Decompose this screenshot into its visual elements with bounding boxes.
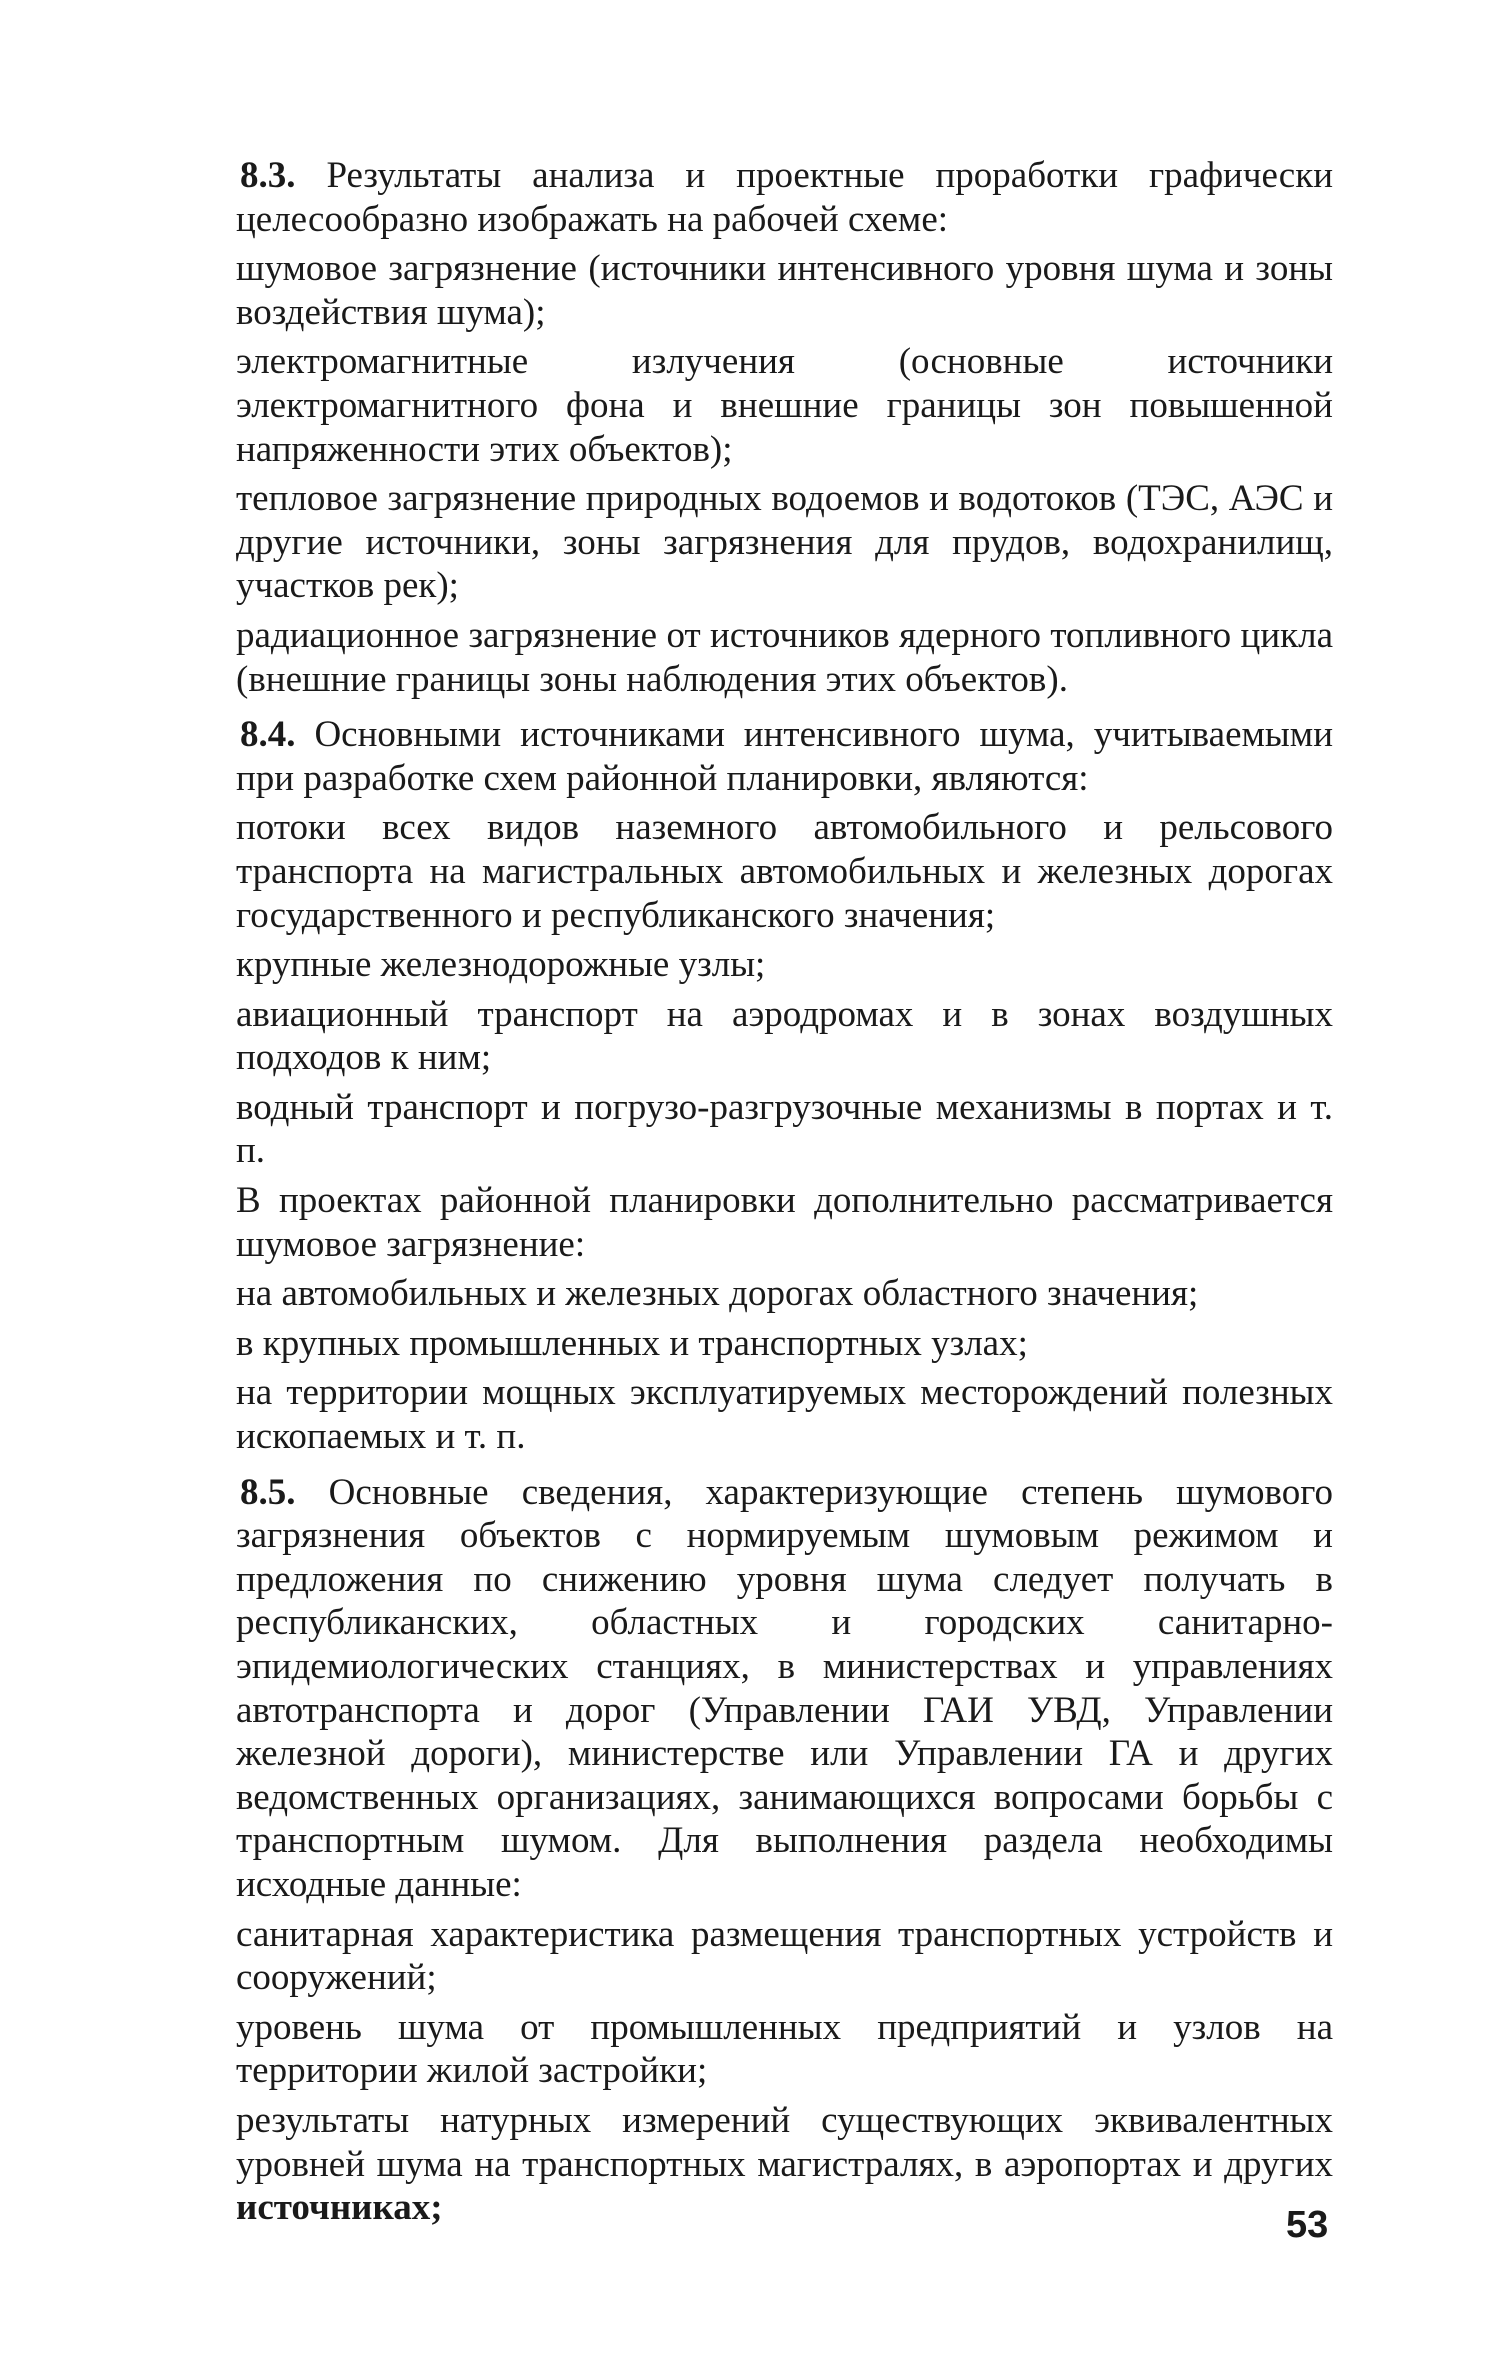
section-number: 8.5. [240, 1471, 296, 1513]
section-number: 8.4. [240, 714, 296, 756]
section-8-4-intro [236, 713, 1333, 800]
paragraph-text: Результаты анализа и проектные проработки графически целесообразно изображать на рабочей схеме: [236, 155, 1334, 240]
page-number: 53 [1286, 2204, 1329, 2246]
section-8-5-intro [236, 1471, 1333, 1907]
list-item: тепловое загрязнение природных водоемов и водотоков (ТЭС, АЭС и другие источники, зоны загрязнения для прудов, водохранилищ, участков рек); [236, 478, 1333, 607]
list-item: крупные железнодорожные узлы; [236, 944, 766, 986]
paragraph: В проектах районной планировки дополнительно рассматривается шумовое загрязнение: [236, 1180, 1333, 1265]
list-item: на автомобильных и железных дорогах областного значения; [236, 1273, 1199, 1315]
paragraph-text: результаты натурных измерений существующих эквивалентных уровней шума на транспортных магистралях, в аэропортах и других [236, 2099, 1333, 2185]
list-item: авиационный транспорт на аэродромах и в зонах воздушных подходов к ним; [236, 993, 1333, 1079]
list-item: потоки всех видов наземного автомобильного и рельсового транспорта на магистральных автомобильных и железных дорогах государственного и республиканского значения; [236, 807, 1333, 936]
list-item: водный транспорт и погрузо-разгрузочные механизмы в портах и т. п. [236, 1086, 1333, 1172]
paragraph-tail: источниках; [236, 2187, 443, 2229]
list-item: электромагнитные излучения (основные источники электромагнитного фона и внешние границы зон повышенной напряженности этих объектов); [236, 341, 1333, 470]
list-item [236, 2099, 1333, 2230]
list-item: санитарная характеристика размещения транспортных устройств и сооружений; [236, 1913, 1333, 1999]
list-item: уровень шума от промышленных предприятий и узлов на территории жилой застройки; [236, 2006, 1333, 2092]
list-item: на территории мощных эксплуатируемых месторождений полезных ископаемых и т. п. [236, 1372, 1333, 1458]
paragraph-text: Основные сведения, характеризующие степень шумового загрязнения объектов с нормируемым шумовым режимом и предложения по снижению уровня шума следует получать в республиканских, областных и городских санитарно-эпидемиологических станциях, в министерствах и управлениях автотранспорта и дорог (Управлении ГАИ УВД, Управлении железной дороги), министерстве или Управлении ГА и других ведомственных организациях, занимающихся вопросами борьбы с транспортным шумом. Для выполнения раздела необходимы исходные данные: [236, 1471, 1333, 1905]
section-number: 8.3. [240, 155, 296, 196]
section-8-3-intro [236, 154, 1333, 241]
page-text [236, 154, 1333, 2236]
list-item: радиационное загрязнение от источников ядерного топливного цикла (внешние границы зоны наблюдения этих объектов). [236, 614, 1333, 700]
paragraph-text: Основными источниками интенсивного шума, учитываемыми при разработке схем районной планировки, являются: [236, 714, 1333, 799]
list-item: в крупных промышленных и транспортных узлах; [236, 1322, 1028, 1364]
list-item: шумовое загрязнение (источники интенсивного уровня шума и зоны воздействия шума); [236, 248, 1333, 333]
